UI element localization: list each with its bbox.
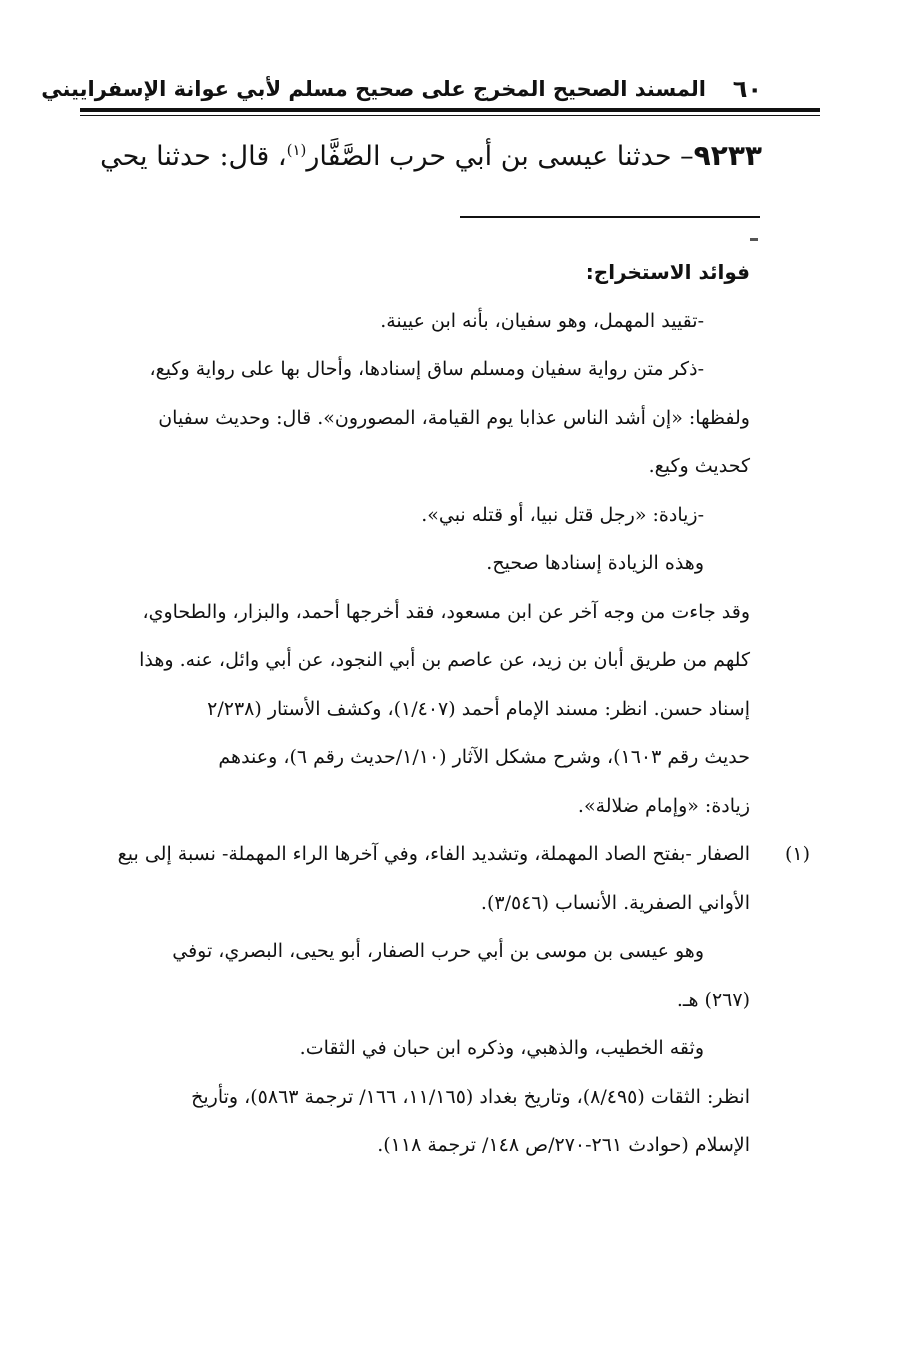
hadith-line — [78, 128, 762, 185]
hadith-text-end: ، قال: حدثنا يحي — [100, 141, 287, 172]
footnote — [80, 830, 810, 879]
paragraph-line-2: كلهم من طريق أبان بن زيد، عن عاصم بن أبي النجود، عن أبي وائل، عنه. وهذا — [139, 649, 750, 671]
fawaid-item-2-line-3: كحديث وكيع. — [648, 455, 750, 477]
footnote-line-1: الصفار -بفتح الصاد المهملة، وتشديد الفاء، وفي آخرها الراء المهملة- نسبة إلى بيع — [117, 843, 750, 865]
footnote-line-4: (٢٦٧) هـ. — [676, 988, 750, 1011]
footnote-reference[interactable]: (١) — [286, 141, 307, 159]
fawaid-item-4: وهذه الزيادة إسنادها صحيح. — [486, 552, 704, 574]
paragraph-line-4: حديث رقم ١٦٠٣)، وشرح مشكل الآثار (١/١٠/حديث رقم ٦)، وعندهم — [218, 746, 750, 768]
footnote-number: (١) — [784, 843, 810, 865]
running-title: المسند الصحيح المخرج على صحيح مسلم لأبي عوانة الإسفراييني — [41, 77, 706, 101]
fawaid-item-3: -زيادة: «رجل قتل نبيا، أو قتله نبي». — [421, 503, 704, 526]
separator-mark — [750, 238, 758, 241]
footnote-line-2: الأواني الصفرية. الأنساب (٣/٥٤٦). — [480, 891, 750, 914]
footnote-line-6: انظر: الثقات (٨/٤٩٥)، وتاريخ بغداد (١١/١٦٥، ١٦٦/ ترجمة ٥٨٦٣)، وتأريخ — [191, 1085, 750, 1108]
hadith-text-start: – حدثنا عيسى بن أبي حرب الصَّفَّار — [306, 141, 694, 172]
page-header — [41, 74, 762, 108]
page-number: ٦٠ — [732, 75, 762, 103]
main-content — [80, 248, 810, 1170]
paragraph-line-5: زيادة: «وإمام ضلالة». — [577, 794, 750, 817]
paragraph-line-1: وقد جاءت من وجه آخر عن ابن مسعود، فقد أخرجها أحمد، والبزار، والطحاوي، — [142, 600, 750, 623]
fawaid-item-1: -تقييد المهمل، وهو سفيان، بأنه ابن عيينة. — [380, 309, 704, 332]
fawaid-heading: فوائد الاستخراج: — [585, 260, 750, 284]
footnote-line-5: وثقه الخطيب، والذهبي، وذكره ابن حبان في الثقات. — [299, 1037, 704, 1059]
footnote-line-3: وهو عيسى بن موسى بن أبي حرب الصفار، أبو يحيى، البصري، توفي — [172, 940, 704, 962]
header-rule-thin — [80, 115, 820, 116]
paragraph-line-3: إسناد حسن. انظر: مسند الإمام أحمد (١/٤٠٧)، وكشف الأستار (٢/٢٣٨ — [207, 697, 750, 720]
fawaid-item-2-line-2: ولفظها: «إن أشد الناس عذابا يوم القيامة، المصورون». قال: وحديث سفيان — [158, 406, 750, 429]
header-rule-thick — [80, 108, 820, 112]
footnote-line-7: الإسلام (حوادث ٢٦١-٢٧٠/ص ١٤٨/ ترجمة ١١٨). — [377, 1134, 750, 1156]
section-separator — [460, 216, 760, 218]
fawaid-item-2-line-1: -ذكر متن رواية سفيان ومسلم ساق إسنادها، وأحال بها على رواية وكيع، — [149, 358, 704, 380]
hadith-number: ٩٢٣٣ — [693, 139, 762, 172]
